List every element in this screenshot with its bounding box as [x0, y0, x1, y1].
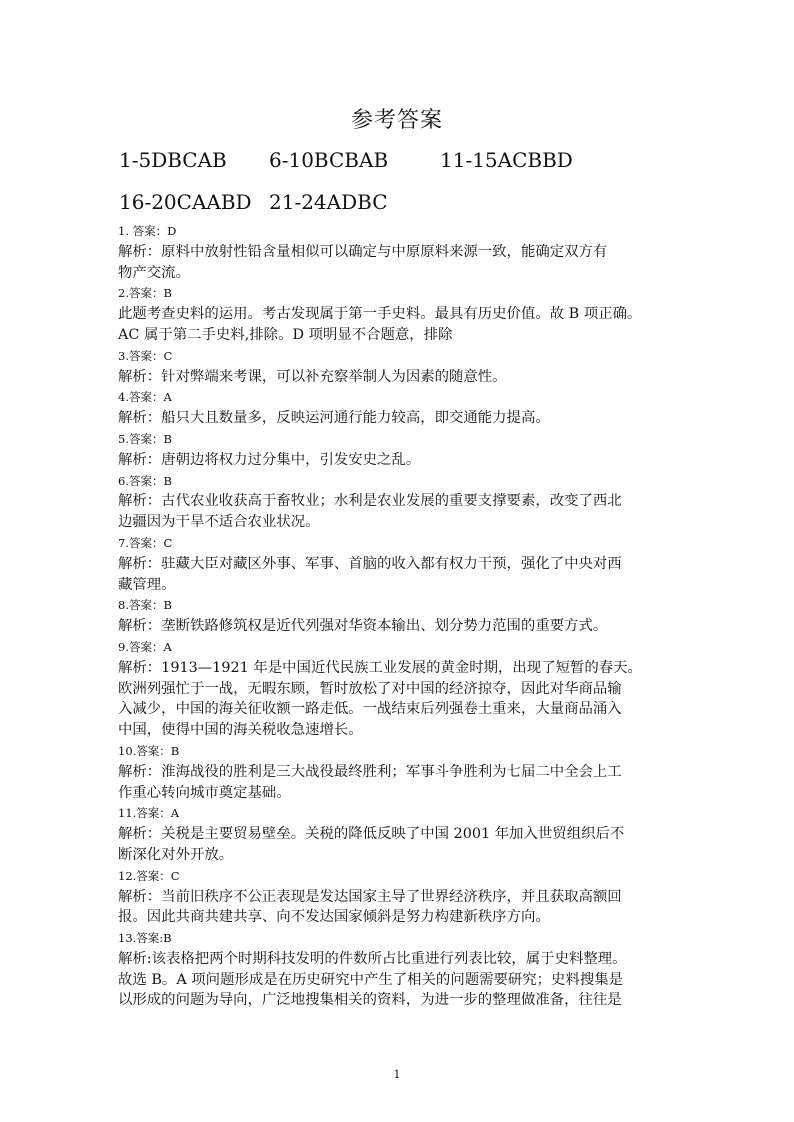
analysis-line: 报。因此共商共建共享、向不发达国家倾斜是努力构建新秩序方向。	[118, 909, 550, 926]
analysis-line: 边疆因为干旱不适合农业状况。	[118, 514, 320, 531]
analysis-line: 解析：船只大且数量多，反映运河通行能力较高，即交通能力提高。	[118, 410, 550, 427]
answer-label: 4.答案：A	[118, 390, 172, 405]
answer-key-group: 1-5DBCAB	[119, 148, 227, 172]
analysis-line: 解析：驻藏大臣对藏区外事、军事、首脑的收入都有权力干预，强化了中央对西	[118, 555, 622, 572]
analysis-line: 作重心转向城市奠定基础。	[118, 784, 291, 801]
answer-explanations	[118, 221, 678, 1011]
analysis-line: 入减少，中国的海关征收额一路走低。一战结束后列强卷土重来，大量商品涌入	[118, 701, 622, 718]
analysis-line: 欧洲列强忙于一战，无暇东顾，暂时放松了对中国的经济掠夺，因此对华商品输	[118, 680, 622, 697]
analysis-line: AC 属于第二手史料,排除。D 项明显不合题意，排除	[118, 326, 453, 343]
answer-label: 11.答案：A	[118, 806, 180, 821]
answer-label: 5.答案：B	[118, 431, 172, 446]
answer-key-group: 11-15ACBBD	[440, 148, 573, 172]
analysis-line: 以形成的问题为导向，广泛地搜集相关的资料，为进一步的整理做准备，往往是	[118, 992, 622, 1009]
answer-label: 7.答案：C	[118, 535, 173, 550]
analysis-line: 解析：当前旧秩序不公正表现是发达国家主导了世界经济秩序，并且获取高额回	[118, 888, 622, 905]
analysis-line: 解析:该表格把两个时期科技发明的件数所占比重进行列表比较，属于史料整理。	[118, 950, 627, 967]
page-title: 参考答案	[350, 108, 443, 133]
answer-label: 10.答案：B	[118, 743, 180, 758]
analysis-line: 解析：针对弊端来考课，可以补充察举制人为因素的随意性。	[118, 368, 507, 385]
analysis-line: 解析：淮海战役的胜利是三大战役最终胜利；军事斗争胜利为七届二中全会上工	[118, 763, 622, 780]
answer-label: 13.答案:B	[118, 931, 172, 946]
analysis-line: 藏管理。	[118, 576, 176, 593]
answer-label: 1. 答案：D	[118, 224, 177, 238]
answer-key-group: 6-10BCBAB	[269, 148, 389, 172]
answer-label: 2.答案：B	[118, 286, 172, 301]
analysis-line: 断深化对外开放。	[118, 846, 234, 863]
analysis-line: 故选 B。A 项问题形成是在历史研究中产生了相关的问题需要研究；史料搜集是	[118, 971, 624, 988]
answer-label: 3.答案：C	[118, 348, 173, 363]
answer-label: 9.答案：A	[118, 639, 172, 654]
analysis-line: 物产交流。	[118, 264, 190, 281]
answer-label: 6.答案：B	[118, 473, 172, 488]
analysis-line: 解析：唐朝边将权力过分集中，引发安史之乱。	[118, 451, 421, 468]
analysis-line: 中国，使得中国的海关税收急速增长。	[118, 722, 363, 739]
analysis-line: 解析：垄断铁路修筑权是近代列强对华资本输出、划分势力范围的重要方式。	[118, 618, 608, 635]
analysis-line: 解析：古代农业收获高于畜牧业；水利是农业发展的重要支撑要素，改变了西北	[118, 493, 622, 510]
answer-key-group: 21-24ADBC	[269, 190, 388, 214]
analysis-line: 解析：原料中放射性铅含量相似可以确定与中原原料来源一致，能确定双方有	[118, 243, 608, 260]
page-number: 1	[393, 1068, 401, 1081]
analysis-line: 解析：关税是主要贸易壁垒。关税的降低反映了中国 2001 年加入世贸组织后不	[118, 826, 625, 843]
analysis-line: 解析：1913—1921 年是中国近代民族工业发展的黄金时期，出现了短暂的春天。	[118, 659, 642, 676]
answer-key-group: 16-20CAABD	[119, 190, 252, 214]
analysis-line: 此题考查史料的运用。考古发现属于第一手史料。最具有历史价值。故 B 项正确。	[118, 306, 642, 323]
answer-label: 12.答案：C	[118, 868, 180, 883]
answer-label: 8.答案：B	[118, 598, 172, 613]
